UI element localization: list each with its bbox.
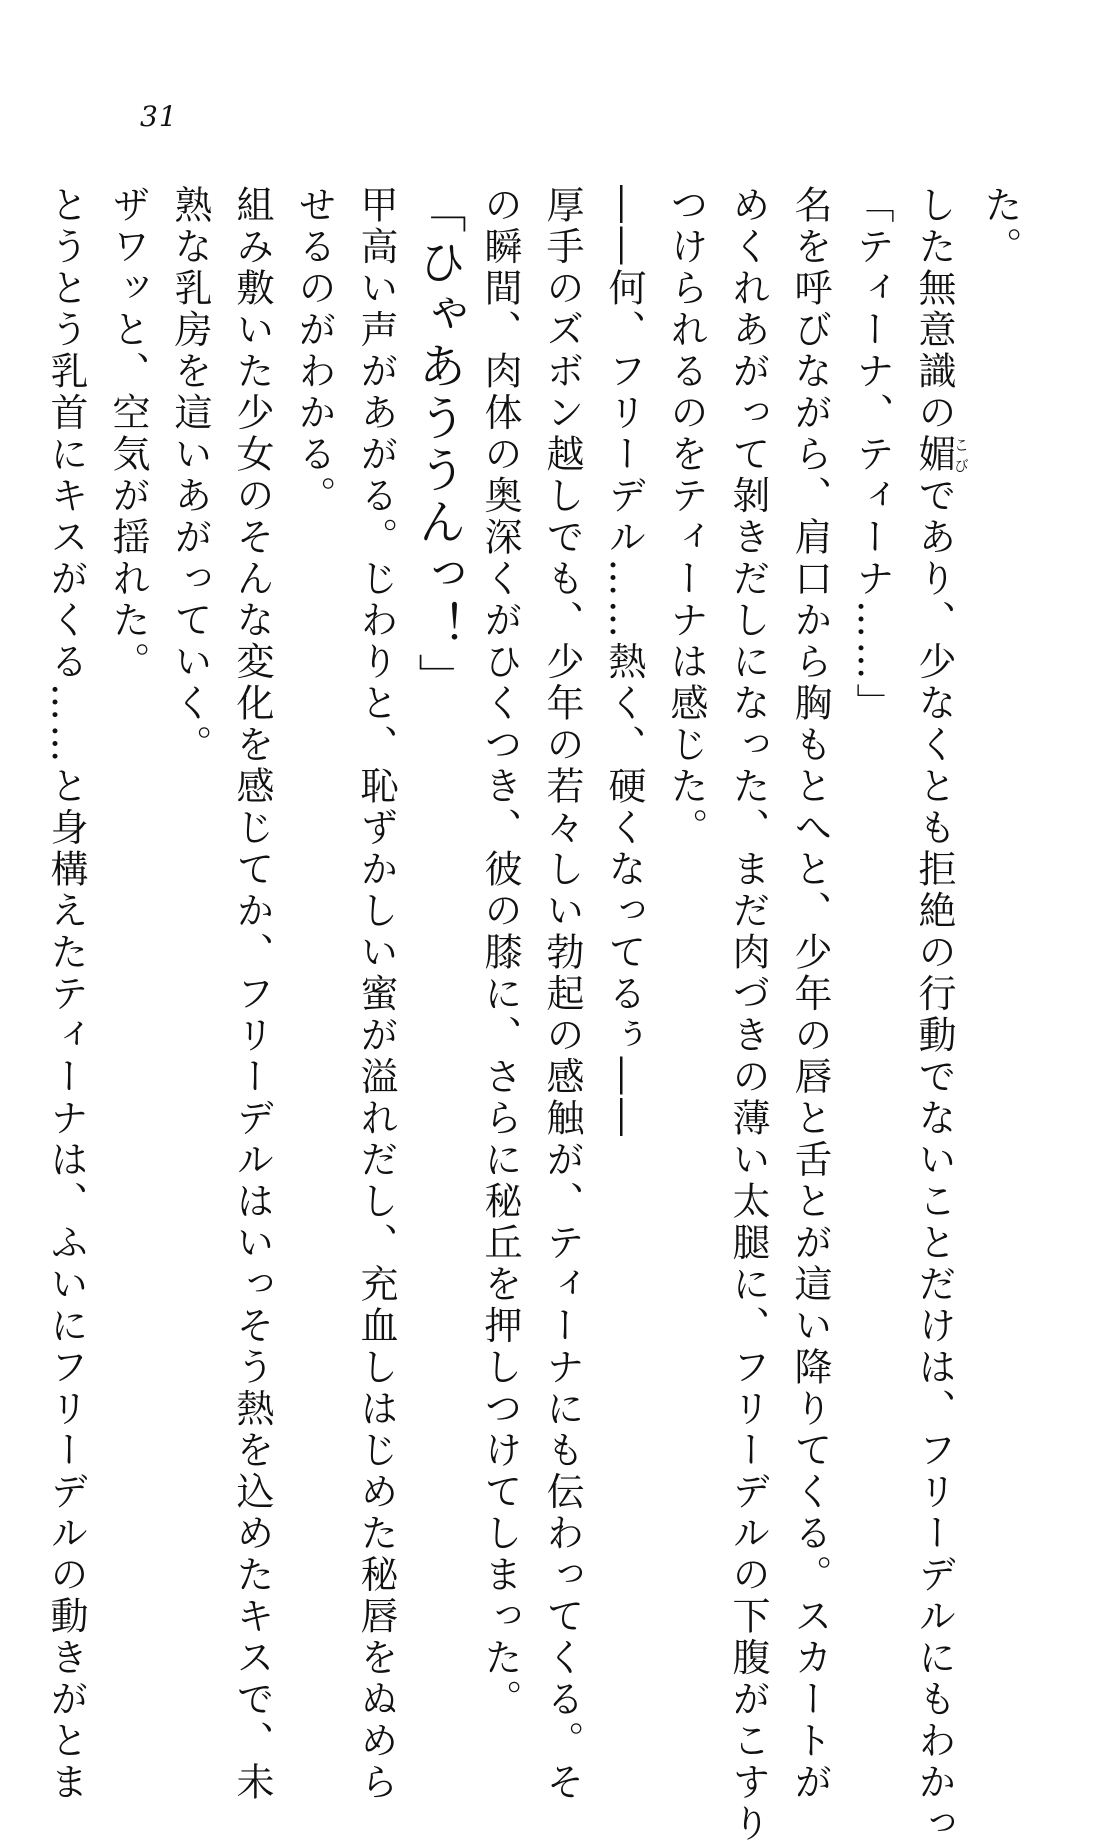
text-line: せるのがわかる。 [292, 185, 336, 517]
ruby-annotation: 媚こび [912, 434, 970, 476]
text-line: とうとう乳首にキスがくる……と身構えたティーナは、ふいにフリーデルの動きがとま [44, 185, 88, 1804]
text-line: の瞬間、肉体の奥深くがひくつき、彼の膝に、さらに秘丘を押しつけてしまった。 [478, 185, 522, 1721]
text-line: ――何、フリーデル……熱く、硬くなってるぅ―― [602, 185, 646, 1140]
text-line: 名を呼びながら、肩口から胸もとへと、少年の唇と舌とが這い降りてくる。スカートが [788, 185, 832, 1804]
text-line: 「ティーナ、ティーナ……」 [850, 185, 894, 725]
text-line: ザワッと、空気が揺れた。 [106, 185, 150, 683]
text-line: 組み敷いた少女のそんな変化を感じてか、フリーデルはいっそう熱を込めたキスで、未 [230, 185, 274, 1804]
text-line: つけられるのをティーナは感じた。 [664, 185, 708, 849]
text-line: 「ひゃあううんっ！」 [410, 185, 466, 705]
page-number: 31 [140, 100, 178, 133]
text-line: めくれあがって剝きだしになった、まだ肉づきの薄い太腿に、フリーデルの下腹がこすり [726, 185, 770, 1845]
vertical-text-body [35, 185, 1031, 1845]
text-line: した無意識の媚こびであり、少なくとも拒絶の行動でないことだけは、フリーデルにもわかっ [912, 185, 970, 1845]
text-line: 甲高い声があがる。じわりと、恥ずかしい蜜が溢れだし、充血しはじめた秘唇をぬめら [354, 185, 398, 1804]
text-line: 厚手のズボン越しでも、少年の若々しい勃起の感触が、ティーナにも伝わってくる。そ [540, 185, 584, 1804]
text-line: た。 [978, 185, 1022, 268]
text-line: 熟な乳房を這いあがっていく。 [168, 185, 212, 766]
